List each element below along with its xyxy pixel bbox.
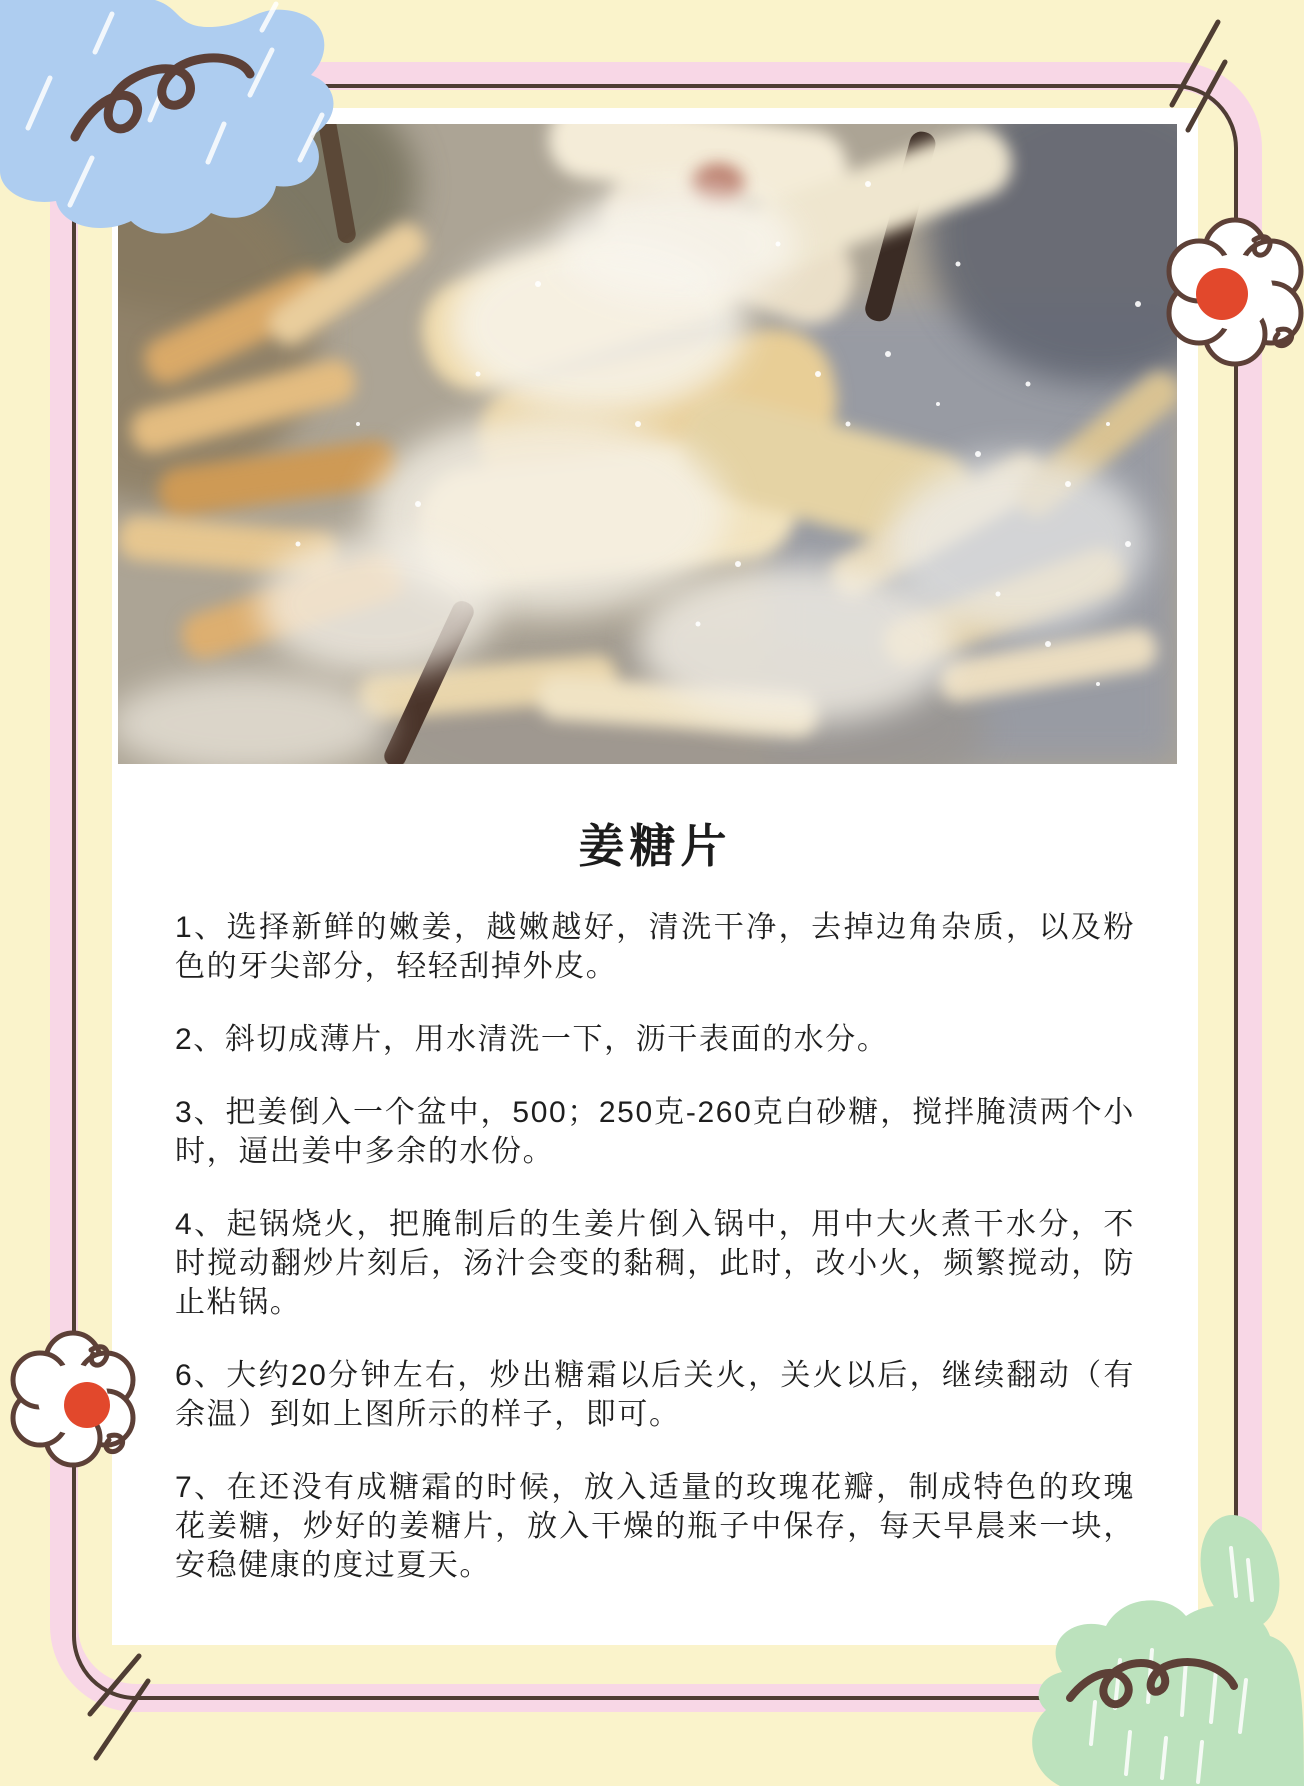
candied-ginger-photo <box>118 124 1177 764</box>
recipe-step-4: 4、起锅烧火，把腌制后的生姜片倒入锅中，用中大火煮干水分，不时搅动翻炒片刻后，汤汁会变的黏稠，此时，改小火，频繁搅动，防止粘锅。 <box>175 1208 1135 1319</box>
recipe-card <box>112 108 1198 1645</box>
recipe-title: 姜糖片 <box>578 820 732 872</box>
photo-illustration <box>118 124 1177 764</box>
recipe-step-6: 6、大约20分钟左右，炒出糖霜以后关火，关火以后，继续翻动（有余温）到如上图所示的样子，即可。 <box>175 1359 1135 1431</box>
recipe-step-1: 1、选择新鲜的嫩姜，越嫩越好，清洗干净，去掉边角杂质，以及粉色的牙尖部分，轻轻刮掉外皮。 <box>175 911 1135 983</box>
recipe-step-3: 3、把姜倒入一个盆中，500；250克-260克白砂糖，搅拌腌渍两个小时，逼出姜中多余的水份。 <box>175 1096 1135 1168</box>
recipe-step-2: 2、斜切成薄片，用水清洗一下，沥干表面的水分。 <box>175 1023 889 1056</box>
recipe-step-7: 7、在还没有成糖霜的时候，放入适量的玫瑰花瓣，制成特色的玫瑰花姜糖，炒好的姜糖片，放入干燥的瓶子中保存，每天早晨来一块，安稳健康的度过夏天。 <box>175 1471 1135 1582</box>
recipe-content <box>112 818 1198 1585</box>
